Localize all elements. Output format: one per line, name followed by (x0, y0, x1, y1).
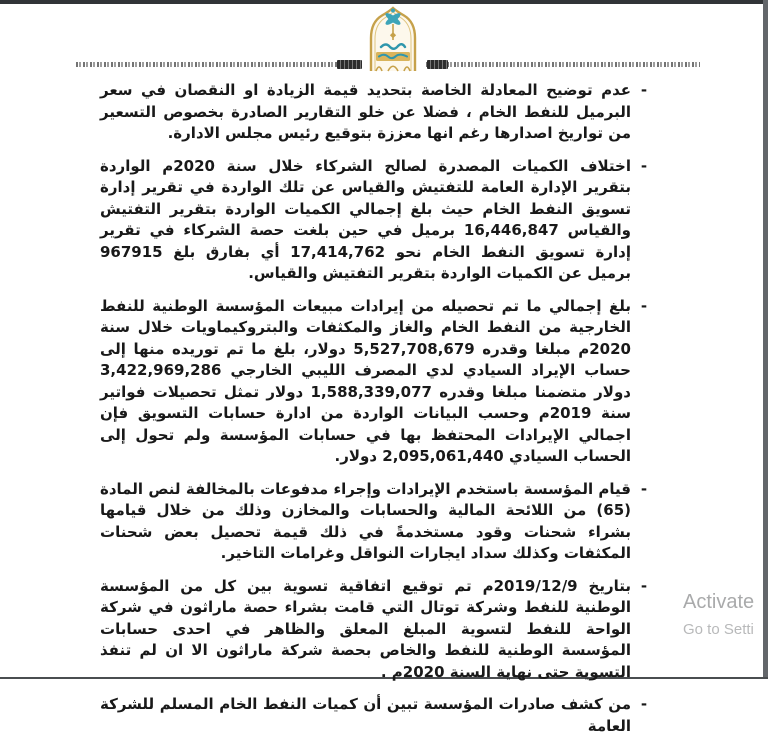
bullet-text: قيام المؤسسة باستخدم الإيرادات وإجراء مدفوعات بالمخالفة لنص المادة (65) من اللائحة المالية والحسابات والمخازن وذلك من خلال قيامها بشراء شحنات وقود مستخدمةً في ذلك قيمة تحصيل بعض شحنات المكثفات وكذلك سداد ايجارات النواقل وغرامات التاخير. (100, 479, 631, 562)
document-text-block (100, 80, 650, 748)
list-item (100, 694, 650, 737)
list-item (100, 296, 650, 468)
list-item (100, 479, 650, 565)
bullet-text: بلغ إجمالي ما تم تحصيله من إيرادات مبيعات المؤسسة الوطنية للنفط الخارجية من النفط الخام والغاز والمكثفات والبتروكيماويات خلال سنة 2020م مبلغا وقدره 5,527,708,679 دولار، بلغ ما تم توريده منها إلى حساب الإيراد السيادي لدي المصرف الليبي الخارجي 3,422,969,286 دولار متضمنا مبلغا وقدره 1,588,339,077 دولار تمثل تحصيلات فواتير سنة 2019م وحسب البيانات الواردة من ادارة حسابات التسويق فإن اجمالي الإيرادات المحتفظ بها في حسابات المؤسسة ولم تحول إلى الحساب السيادي 2,095,061,440 دولار. (100, 296, 631, 465)
bullet-text: اختلاف الكميات المصدرة لصالح الشركاء خلال سنة 2020م الواردة بتقرير الإدارة العامة للتفتيش والقياس عن تلك الواردة في تقرير إدارة تسويق النفط الخام حيث بلغ إجمالي الكميات الواردة بتقرير التفتيش والقياس 16,446,847 برميل في حين بلغت حصة الشركاء في تقرير إدارة تسويق النفط الخام نحو 17,414,762 أي بفارق بلغ 967915 برميل عن الكميات الواردة بتقرير التفتيش والقياس. (100, 156, 631, 282)
bullet-dash: - (640, 576, 648, 595)
window-top-edge (0, 0, 768, 4)
list-item (100, 576, 650, 684)
windows-activation-watermark (683, 591, 754, 638)
bullet-dash: - (640, 156, 648, 175)
go-to-settings-text: Go to Setti (683, 621, 754, 638)
list-item (100, 80, 650, 145)
letterhead-ornament-block-left (337, 60, 362, 69)
bullet-dash: - (640, 479, 648, 498)
bullet-text: عدم توضيح المعادلة الخاصة بتحديد قيمة الزيادة او النقصان في سعر البرميل للنفط الخام ، فضلا عن خلو التقارير الصادرة بخصوص التسعير من تواريخ اصدارها رغم انها معززة بتوقيع رئيس مجلس الادارة. (100, 81, 631, 142)
letterhead-ornament-right (426, 62, 700, 67)
bullet-dash: - (640, 695, 648, 713)
letterhead-emblem-icon (364, 6, 422, 72)
letterhead-ornament-block-right (427, 60, 448, 69)
bullet-text: من كشف صادرات المؤسسة تبين أن كميات النفط الخام المسلم للشركة العامة (100, 695, 631, 735)
window-right-edge (763, 0, 768, 679)
activate-windows-text: Activate (683, 591, 755, 613)
letterhead-ornament-left (76, 62, 362, 67)
bullet-dash: - (640, 296, 648, 315)
bullet-dash: - (640, 81, 648, 99)
bullet-text: بتاريخ 2019/12/9م تم توقيع اتفاقية تسوية بين كل من المؤسسة الوطنية للنفط وشركة توتال التي قامت بشراء حصة ماراثون في شركة الواحة للنفط لتسوية المبلغ المعلق والظاهر في احدى حسابات المؤسسة الوطنية للنفط والخاص بحصة شركة ماراثون الا ان لم تنفذ التسوية حتى نهاية السنة 2020م . (100, 576, 631, 681)
list-item (100, 156, 650, 285)
